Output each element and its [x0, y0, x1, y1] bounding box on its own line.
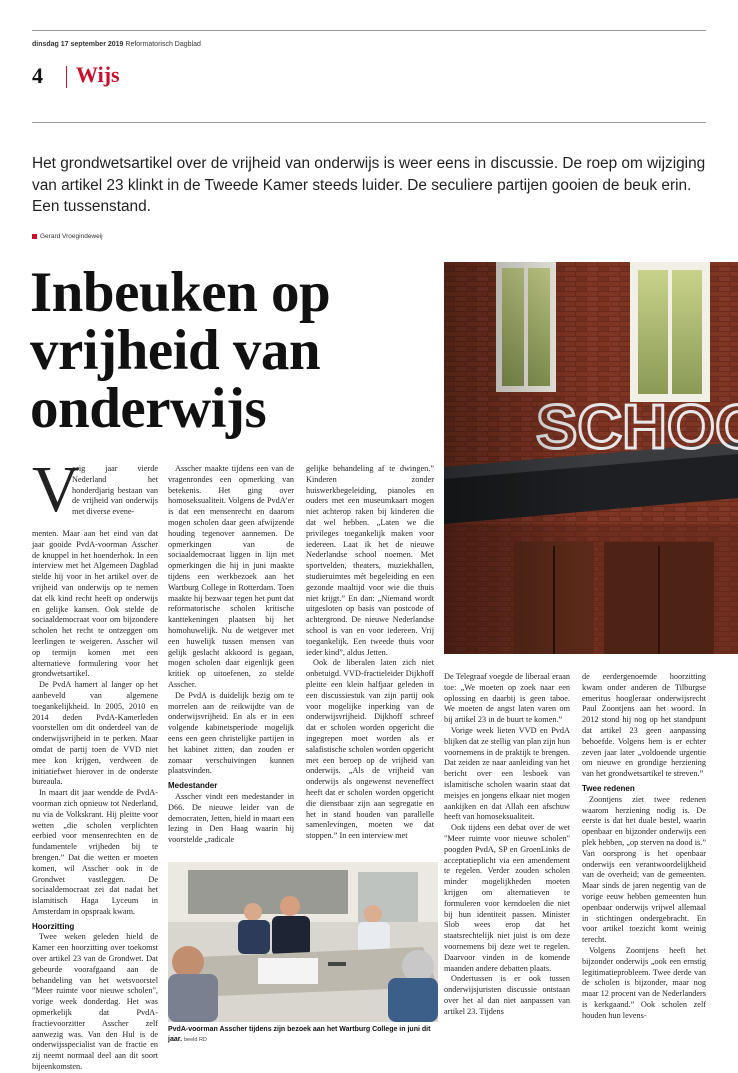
paragraph: Twee weken geleden hield de Kamer een hoorzitting over toekomst over artikel 23 van de Grondwet. Dat gebeurde voorafgaand aan de behandeling van het wetsvoorstel "Meer ruimte voor nieuwe scholen", vorige week donderdag. Het was opmerkelijk dat PvdA-fractievoorzitter Asscher zelf aanwezig was. Van den Hul is de onderwijsspecialist van de fractie en zij neemt normaal deel aan dit soort bijeenkomsten.: [32, 932, 158, 1072]
paragraph: Asscher maakte tijdens een van de vragenrondes een opmerking van betekenis. Het ging over homoseksualiteit. Volgens de PvdA’er is dat een mensenrecht en daarom mogen scholen daar geen afwijzende houding tegenover aannemen. De opmerkingen van de sociaaldemocraat liggen in lijn met opmerkingen die hij in juni maakte tijdens een werkbezoek aan het Wartburg College in Rotterdam. Toen maakte hij bezwaar tegen het punt dat reformatorische scholen kritische kanttekeningen plaatsen bij het homohuwelijk. Nu de wetgever met een huwelijk tussen mensen van gelijk geslacht akkoord is gegaan, mogen scholen daar eigenlijk geen kritiek op uitoefenen, zo stelde Asscher.: [168, 464, 294, 689]
paragraph: menten. Maar aan het eind van dat jaar gooide PvdA-voorman Asscher de knuppel in het hoenderhok. In een interview met het Algemeen Dagblad stelde hij voor in het artikel over de vrijheid van onderwijs op te nemen dat elk kind recht heeft op onderwijs en gelijke kansen. Ook stelde de sociaaldemocraat voor om bijzondere scholen het recht te ontzeggen om leerlingen te weigeren. Asscher wil op termijn komen met een alternatieve formulering voor het grondwetsartikel.: [32, 529, 158, 679]
paragraph: Ook de liberalen laten zich niet onbetuigd. VVD-fractieleider Dijkhoff pleitte een klein halfjaar geleden in een discussiestuk van zijn partij ook voor mogelijke inperking van de onderwijsvrijheid. Dijkhoff schreef dat er scholen worden opgericht die ingegrepen moet worden als er salafistische scholen worden opgericht met een beroep op de vrijheid van onderwijs. „Als de vrijheid van onderwijs als ongewenst neveneffect heeft dat er scholen worden opgericht die dienstbaar zijn aan segregatie en het in stand houden van parallelle samenlevingen, moeten we dat stoppen.” In een interview met: [306, 658, 434, 841]
top-rule: [32, 30, 706, 31]
paragraph: Zoontjens ziet twee redenen waarom herziening nodig is. De eerste is dat het duale bestel, waarin openbaar en bijzonder onderwijs een plek hebben, „op sterven na dood is.” Van oorsprong is het openbaar onderwijs een verantwoordelijkheid van de overheid; van de gemeenten. Maar sinds de jaren negentig van de vorige eeuw hebben gemeenten hun openbaar onderwijs vrijwel allemaal in stichtingen ondergebracht. En voor artikel toezicht komt weinig terecht.: [582, 794, 706, 945]
paragraph: gelijke behandeling af te dwingen.” Kinderen zonder huiswerkbegeleiding, pianoles en ouders met een museumkaart mogen niet achterop raken bij kinderen die dat wel hebben. „Laten we die privileges toegankelijk maken voor iedereen. Laat ik het de nieuwe Nederlandse school noemen. Met sportvelden, theaters, muziekhallen, studieruimtes mét begeleiding en een gezonde maaltijd voor wie die thuis niet krijgt.” En dan: „Niemand wordt uitgesloten op basis van postcode of achtergrond. De nieuwe Nederlandse school is van en voor iedereen. Vrij toegankelijk. Een tweede thuis voor ieder kind”, aldus Jetten.: [306, 464, 434, 657]
school-facade-photo: [444, 262, 738, 654]
photo-credit: beeld RD: [183, 1036, 207, 1043]
dropcap: V: [32, 453, 80, 526]
caption-text: PvdA-voorman Asscher tijdens zijn bezoek aan het Wartburg College in juni dit jaar.: [168, 1026, 431, 1043]
section-separator: [66, 66, 67, 88]
paragraph: orig jaar vierde Nederland het honderdjarig bestaan van de vrijheid van onderwijs met diverse evene-: [72, 464, 158, 517]
headline: [30, 261, 450, 440]
paragraph: Ondertussen is er ook tussen onderwijsjuristen discussie ontstaan over het al dan niet aanpassen van artikel 23. Tijdens: [444, 974, 570, 1016]
section-rule: [32, 122, 706, 123]
column-5: [582, 672, 706, 1022]
column-2: [168, 464, 294, 846]
headline-line: onderwijs: [30, 377, 267, 440]
paragraph: Ook tijdens een debat over de wet "Meer ruimte voor nieuwe scholen" poogden PvdA, SP en GroenLinks de acceptatieplicht via een amendement te regelen. Verder zouden scholen minder mogelijkheden moeten krijgen om alternatieven te formuleren voor kerndoelen die niet bij hun identiteit passen. Minister Slob wees erop dat het staatsrechtelijk niet juist is om deze voornemens bij deze wet te regelen. Daarvoor vinden in de komende maanden andere debatten plaats.: [444, 823, 570, 973]
dateline: [32, 41, 201, 48]
section-title: Wijs: [76, 62, 120, 87]
wall-artwork: [188, 870, 348, 914]
headline-line: Inbeuken op: [30, 261, 331, 324]
paragraph: In maart dit jaar wendde de PvdA-voorman zich opnieuw tot Nederland, nu via de Volkskrant. Hij pleitte voor wetten „die scholen verplichten eerbied voor mensenrechten en de fundamentele vrijheden bij te brengen.” Dat die wetten er moeten komen, wil Asscher ook in de Grondwet vastleggen. De sociaaldemocraat zei dat nadat het islamitisch Haga Lyceum in Amsterdam in opspraak kwam.: [32, 788, 158, 916]
paragraph: Volgens Zoontjens heeft het bijzonder onderwijs „ook een ernstig legitimatieprobleem. Twee derde van de scholen is bijzonder, maar nog maar 12 procent van de Nederlanders is kerkgaand.” Ook scholen zelf houden hun levens-: [582, 945, 706, 1020]
byline-author: Gerard Vroegindeweij: [40, 233, 103, 240]
subheading: Hoorzitting: [32, 921, 75, 931]
column-1-top: [72, 464, 158, 518]
paragraph: De PvdA hamert al langer op het aanbeveld van algemene toegankelijkheid. In 2005, 2010 en 2014 deden PvdA-Kamerleden voorstellen om dit onderdeel van de onderwijsvrijheid in te perken. Maar omdat de partij toen de VVD niet mee kon krijgen, verdween de initiatiefwet hierover in de onderste bureaula.: [32, 680, 158, 787]
page-number: 4: [32, 63, 43, 88]
byline-marker-icon: [32, 234, 37, 239]
paragraph: de eerdergenoemde hoorzitting kwam onder anderen de Tilburgse emeritus hoogleraar onderwijsrecht Paul Zoontjens aan het woord. In 2012 stond hij nog op het standpunt dat artikel 23 geen aanpassing behoefde. Volgens hem is er echter zeven jaar later „voldoende urgentie om nieuwe en grondige herziening van het grondwetsartikel te streven.”: [582, 672, 706, 779]
paragraph: De PvdA is duidelijk bezig om te morrelen aan de reikwijdte van de onderwijsvrijheid. En als er in een volgende kabinetsperiode mogelijk eens een geen christelijke partijen in het kabinet zitten, dan zouden er zomaar verschuivingen kunnen plaatsvinden.: [168, 690, 294, 776]
article-lead: Het grondwetsartikel over de vrijheid van onderwijs is weer eens in discussie. De roep om wijziging van artikel 23 klinkt in de Tweede Kamer steeds luider. De seculiere partijen gooien de beuk erin. Een tussenstand.: [32, 155, 706, 215]
paper-name: Reformatorisch Dagblad: [125, 41, 201, 48]
column-4: [444, 672, 570, 1018]
subheading: Twee redenen: [582, 783, 635, 793]
paragraph: Asscher vindt een medestander in D66. De nieuwe leider van de democraten, Jetten, hield in maart een lezing in Den Haag waarin hij voorstelde „radicale: [168, 791, 294, 845]
subheading: Medestander: [168, 781, 218, 791]
headline-line: vrijheid van: [30, 319, 321, 382]
paragraph: Vorige week lieten VVD en PvdA blijken dat ze stellig van plan zijn hun voornemens in de praktijk te brengen. Dat zeiden ze naar aanleiding van het bericht over een lesboek van islamitische scholen waarin staat dat meisjes en jongens elkaar niet mogen aankijken en dat Allah een afschuw heeft van homoseksualiteit.: [444, 725, 570, 822]
meeting-photo: [168, 862, 438, 1022]
column-3: [306, 464, 434, 842]
byline: [32, 233, 103, 240]
photo-caption: [168, 1025, 440, 1045]
laptop: [258, 958, 318, 984]
column-1: [32, 529, 158, 1073]
paragraph: De Telegraaf voegde de liberaal eraan toe: „We moeten op zoek naar een oplossing en daarbij is geen taboe. We moeten de angst laten varen om bij artikel 23 in de buurt te komen.”: [444, 672, 570, 725]
date: dinsdag 17 september 2019: [32, 41, 124, 48]
